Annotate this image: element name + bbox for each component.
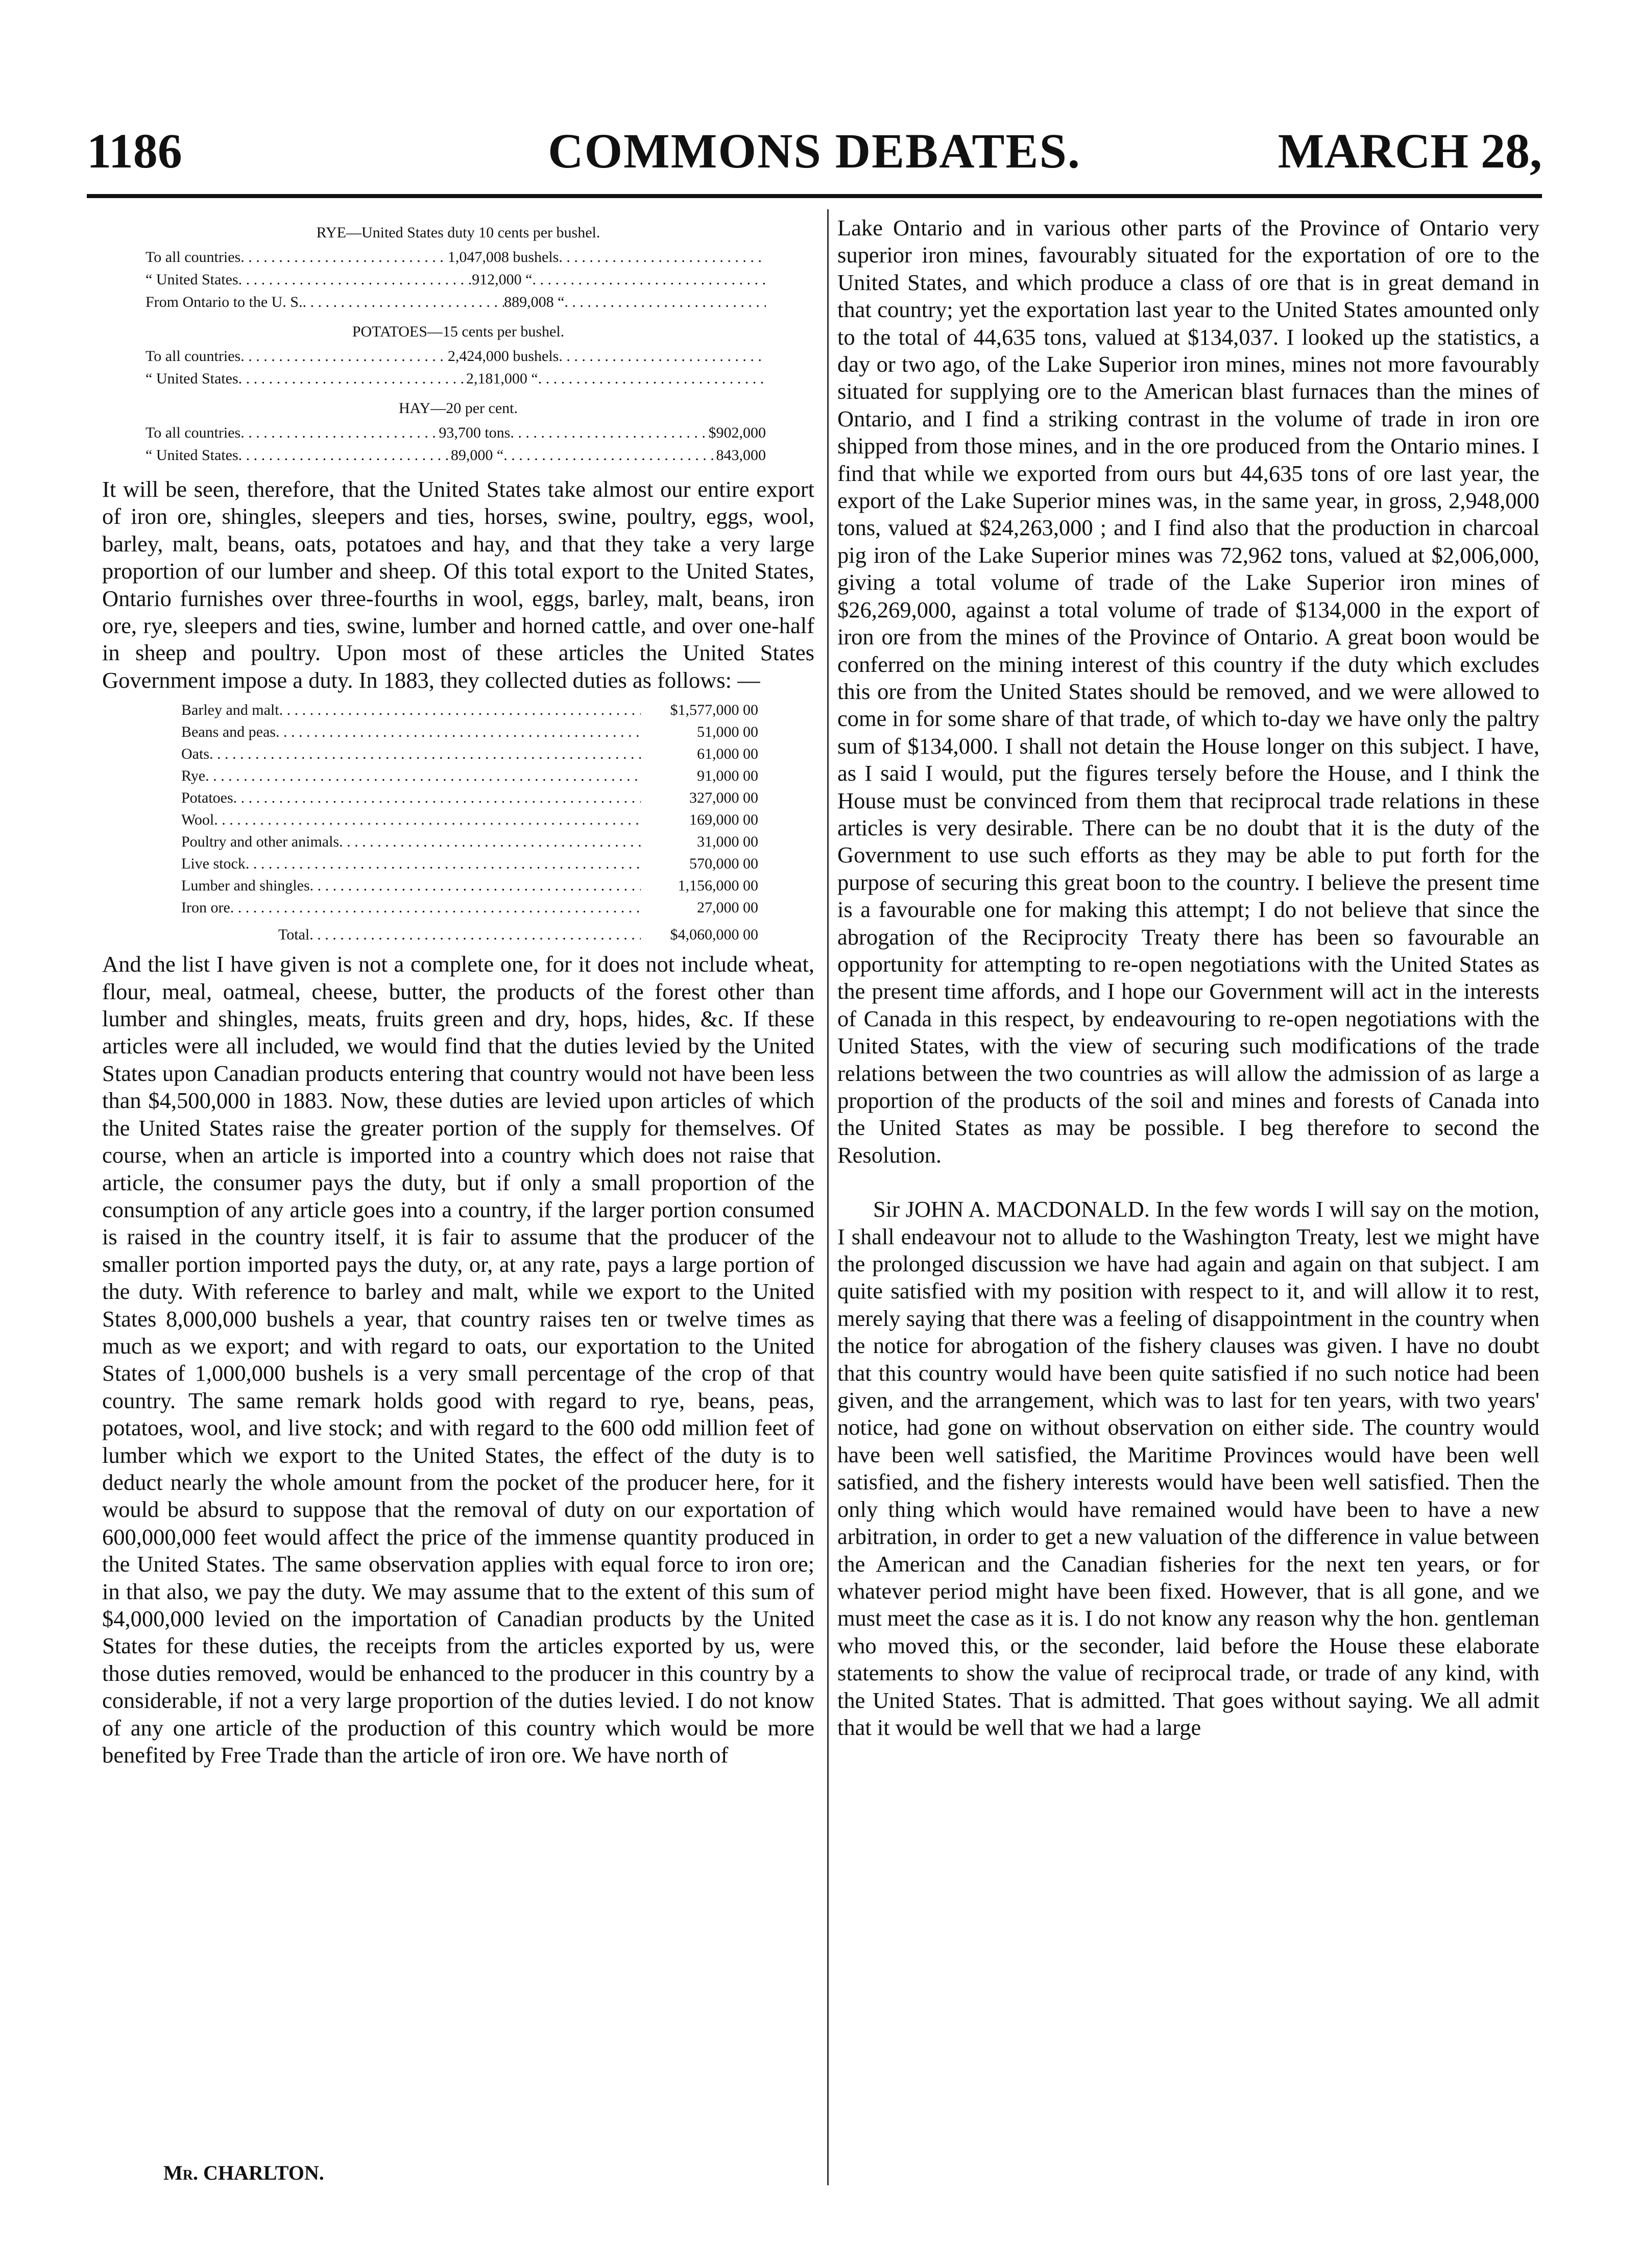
- row-amount: 61,000 00: [697, 745, 758, 763]
- left-column: [102, 214, 814, 1769]
- table-row: [146, 291, 766, 313]
- row-value: 2,181,000: [466, 370, 527, 387]
- right-column: [837, 214, 1539, 1741]
- total-amount: $4,060,000 00: [670, 926, 758, 944]
- row-value: 89,000: [450, 447, 493, 464]
- row-value: 912,000: [472, 271, 522, 288]
- potatoes-table-title: POTATOES—15 cents per bushel.: [352, 323, 565, 340]
- row-label: “ United States: [146, 447, 238, 464]
- hay-table: [146, 422, 766, 467]
- row-unit: “: [496, 447, 504, 464]
- row-label: Wool: [181, 811, 214, 829]
- table-row: [146, 246, 766, 269]
- body-paragraph: It will be seen, therefore, that the United States take almost our entire export of iron ore, shingles, sleepers and ties, horses, swine, poultry, eggs, wool, barley, malt, beans, oats, potatoes and hay, and that they take a very large proportion of our lumber and sheep. Of this total export to the United States, Ontario furnishes over three-fourths in wool, eggs, barley, malt, beans, iron ore, rye, sleepers and ties, swine, lumber and horned cattle, and over one-half in sheep and poultry. Upon most of these articles the United States Government impose a duty. In 1883, they collected duties as follows: —: [102, 476, 814, 693]
- table-row: [181, 699, 758, 721]
- total-label: Total: [278, 926, 310, 944]
- table-row: [181, 743, 758, 765]
- row-amount: 327,000 00: [689, 789, 758, 807]
- row-unit: bushels: [513, 249, 559, 266]
- row-label: From Ontario to the U. S.: [146, 294, 303, 310]
- header-rule: [87, 194, 1542, 198]
- row-amount: 51,000 00: [697, 723, 758, 741]
- row-label: Beans and peas: [181, 723, 276, 741]
- speaker-footer: Mr. CHARLTON.: [163, 2161, 324, 2184]
- row-label: Potatoes: [181, 789, 233, 807]
- row-label: “ United States: [146, 271, 238, 288]
- row-amount: 570,000 00: [689, 855, 758, 873]
- row-amount: 843,000: [716, 447, 766, 464]
- row-value: 93,700: [439, 424, 481, 441]
- row-unit: tons: [485, 424, 511, 441]
- rye-table: [146, 246, 766, 313]
- table-row: [181, 897, 758, 919]
- duties-table: [181, 699, 758, 946]
- row-unit: “: [531, 370, 538, 387]
- body-paragraph: And the list I have given is not a complete one, for it does not include wheat, flour, meal, oatmeal, cheese, butter, the products of the forest other than lumber and shingles, meats, fruits green and dry, hops, hides, &c. If these articles were all included, we would find that the duties levied by the United States upon Canadian products entering that country would not have been less than $4,500,000 in 1883. Now, these duties are levied upon articles of which the United States raise the greater portion of the supply for themselves. Of course, when an article is imported into a country which does not raise that article, the consumer pays the duty, but if only a small proportion of the consumption of any article goes into a country, if the larger portion consumed is raised in the country itself, it is fair to assume that the producer of the smaller portion imported pays the duty, or, at any rate, pays a large portion of the duty. With reference to barley and malt, while we export to the United States 8,000,000 bushels a year, that country raises ten or twelve times as much as we export; and with regard to oats, our exportation to the United States of 1,000,000 bushels is a very small percentage of the crop of that country. The same remark holds good with regard to rye, beans, peas, potatoes, wool, and live stock; and with regard to the 600 odd million feet of lumber which we export to the United States, the effect of the duty is to deduct nearly the whole amount from the pocket of the producer here, for it would be absurd to suppose that the removal of duty on our exportation of 600,000,000 feet would affect the price of the immense quantity produced in the United States. The same observation applies with equal force to iron ore; in that also, we pay the duty. We may assume that to the extent of this sum of $4,000,000 levied on the importation of Canadian products by the United States for these duties, the receipts from the articles exported by us, were those duties removed, would be enhanced to the producer in this country by a considerable, if not a very large proportion of the duties levied. I do not know of any one article of the production of this country which would be more benefited by Free Trade than the article of iron ore. We have north of: [102, 951, 814, 1768]
- table-row: [146, 444, 766, 467]
- row-unit: “: [525, 271, 533, 288]
- row-amount: 91,000 00: [697, 767, 758, 785]
- row-amount: 169,000 00: [689, 811, 758, 829]
- row-value: 2,424,000: [447, 348, 509, 365]
- table-row: [181, 765, 758, 787]
- row-label: Lumber and shingles: [181, 877, 310, 895]
- table-row: [181, 875, 758, 897]
- table-row: [146, 422, 766, 444]
- row-amount: $1,577,000 00: [670, 702, 758, 719]
- table-row: [146, 269, 766, 291]
- table-row: [146, 345, 766, 368]
- header-date: MARCH 28,: [1278, 124, 1542, 178]
- row-label: Live stock: [181, 855, 246, 873]
- hay-table-title: HAY—20 per cent.: [398, 400, 518, 417]
- table-row: [181, 853, 758, 875]
- row-label: Oats: [181, 745, 209, 763]
- row-label: Poultry and other animals: [181, 833, 340, 851]
- row-unit: “: [558, 294, 565, 310]
- row-amount: 31,000 00: [697, 833, 758, 851]
- row-label: Rye: [181, 767, 206, 785]
- row-amount: 27,000 00: [697, 899, 758, 916]
- publication-title: COMMONS DEBATES.: [548, 124, 1081, 178]
- table-row: [181, 809, 758, 831]
- page-number: 1186: [87, 124, 182, 178]
- row-label: “ United States: [146, 370, 238, 387]
- rye-table-title: RYE—United States duty 10 cents per bushel.: [316, 224, 600, 241]
- row-amount: 1,156,000 00: [678, 877, 758, 895]
- speech-paragraph: Sir JOHN A. MACDONALD. In the few words I will say on the motion, I shall endeavour not to allude to the Washington Treaty, lest we might have the prolonged discussion we have had again and again on that subject. I am quite satisfied with my position with respect to it, and will allow it to rest, merely saying that there was a feeling of disappointment in the country when the notice for abrogation of the fishery clauses was given. I have no doubt that this country would have been quite satisfied if no such notice had been given, and the arrangement, which was to last for ten years, with two years' notice, had gone on without observation on either side. The country would have been well satisfied, the Maritime Provinces would have been well satisfied, and the fishery interests would have been well satisfied. Then the only thing which would have remained would have been to have a new arbitration, in order to get a new valuation of the difference in value between the American and the Canadian fisheries for the next ten years, or for whatever period might have been fixed. However, that is all gone, and we must meet the case as it is. I do not know any reason why the hon. gentleman who moved this, or the seconder, laid before the House these elaborate statements to show the value of reciprocal trade, or trade of any kind, with the United States. That is admitted. That goes without saying. We all admit that it would be well that we had a large: [837, 1196, 1539, 1740]
- table-row: [181, 787, 758, 809]
- potatoes-table: [146, 345, 766, 390]
- column-divider: [827, 209, 829, 2185]
- row-label: Barley and malt: [181, 702, 279, 719]
- row-label: To all countries: [146, 424, 241, 441]
- row-label: Iron ore: [181, 899, 230, 916]
- row-label: To all countries: [146, 249, 241, 266]
- page-header: [87, 117, 1542, 194]
- row-value: 889,008: [504, 294, 554, 310]
- row-value: 1,047,008: [447, 249, 509, 266]
- table-row: [181, 831, 758, 853]
- row-amount: $902,000: [708, 424, 766, 441]
- row-unit: bushels: [513, 348, 559, 365]
- table-row: [181, 721, 758, 743]
- table-row: [146, 368, 766, 390]
- table-total-row: [181, 924, 758, 946]
- body-paragraph: Lake Ontario and in various other parts of the Province of Ontario very superior iron mines, favourably situated for the exportation of ore to the United States, and which produce a class of ore that is in great demand in that country; yet the exportation last year to the United States amounted only to the total of 44,635 tons, valued at $134,037. I looked up the statistics, a day or two ago, of the Lake Superior iron mines, mines not more favourably situated for supplying ore to the American blast furnaces than the mines of Ontario, and I find a striking contrast in the volume of trade in iron ore shipped from those mines, and in the ore produced from the Ontario mines. I find that while we exported from ours but 44,635 tons of ore last year, the export of the Lake Superior mines was, in the same year, in gross, 2,948,000 tons, valued at $24,263,000 ; and I find also that the production in charcoal pig iron of the Lake Superior mines was 72,962 tons, valued at $2,006,000, giving a total volume of trade of the Lake Superior iron mines of $26,269,000, against a total volume of trade of $134,000 in the export of iron ore from the mines of the Province of Ontario. A great boon would be conferred on the mining interest of this country if the duty which excludes this ore from the United States should be removed, and we were allowed to come in for some share of that trade, of which to-day we have only the paltry sum of $134,000. I shall not detain the House longer on this subject. I have, as I said I would, put the figures tersely before the House, and I think the House must be convinced from them that reciprocal trade relations in these articles is very desirable. There can be no doubt that it is the duty of the Government to use such efforts as they may be able to put forth for the purpose of securing this great boon to the country. I believe the present time is a favourable one for making this attempt; I do not believe that since the abrogation of the Reciprocity Treaty there has been so favourable an opportunity for attempting to re-open negotiations with the United States as the present time affords, and I hope our Government will act in the interests of Canada in this respect, by endeavouring to re-open negotiations with the United States, with the view of securing such modifications of the trade relations between the two countries as will allow the admission of as large a proportion of the products of the soil and mines and forests of Canada into the United States as may be possible. I beg therefore to second the Resolution.: [837, 215, 1539, 1168]
- row-label: To all countries: [146, 348, 241, 365]
